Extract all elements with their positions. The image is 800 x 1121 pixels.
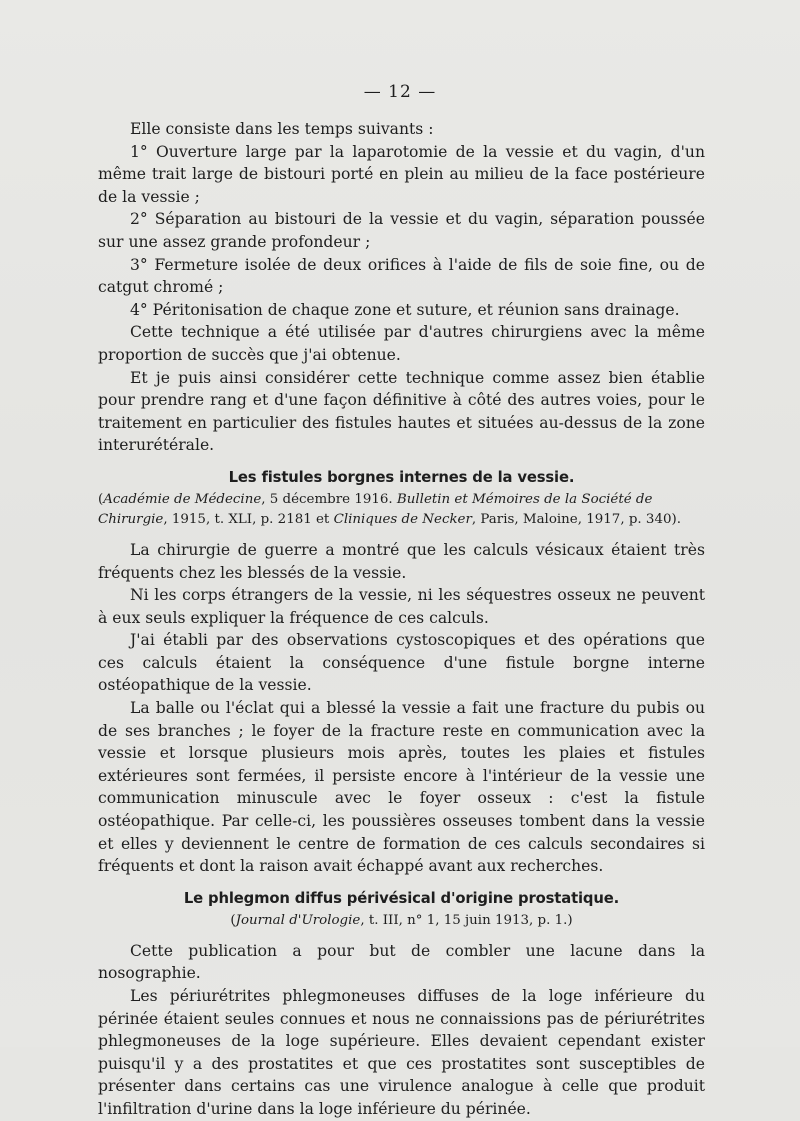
intro-lead: Elle consiste dans les temps suivants : [130, 120, 434, 138]
ref-open: ( [98, 491, 104, 507]
step-1: 1° Ouverture large par la laparotomie de la vessie et du vagin, d'un même trait large de bistouri porté en plein au milieu de la face postérieure de la vessie ; [98, 142, 705, 206]
section-fistules-borgnes [98, 467, 705, 530]
ref-source-cliniques: Cliniques de Necker [333, 511, 472, 527]
section-reference [98, 911, 705, 931]
ref-volume: , 1915, t. XLI, p. 2181 et [163, 511, 334, 527]
paragraph-publication-purpose: Cette publication a pour but de combler une lacune dans la nosographie. [98, 941, 705, 983]
page-body [98, 118, 705, 1121]
ref-source-bulletin: Bulletin et Mémoires de la Société de Chirurgie [98, 491, 653, 527]
section-phlegmon-diffus [98, 888, 705, 931]
ref-source-academie: Académie de Médecine [103, 491, 262, 507]
section-title: Le phlegmon diffus périvésical d'origine prostatique. [183, 889, 620, 907]
ref-date: , 5 décembre 1916. [261, 491, 397, 507]
ref-source-journal: Journal d'Urologie [235, 912, 361, 928]
page-number: — 12 — [363, 82, 437, 102]
section-reference [98, 490, 705, 530]
paragraph-fistule-osteopathique: La balle ou l'éclat qui a blessé la vessie a fait une fracture du pubis ou de ses branches ; le foyer de la fracture reste en communication avec la vessie et lorsque plusieurs mois après, toutes les plaies et fistules extérieures sont fermées, il persiste encore à l'intérieur de la vessie une communication minuscule avec le foyer osseux : c'est la fistule ostéopathique. Par celle-ci, les poussières osseuses tombent dans la vessie et elles y deviennent le centre de formation de ces calculs secondaires si fréquents et dont la raison avait échappé avant aux recherches. [98, 699, 705, 876]
ref-details: , t. III, n° 1, 15 juin 1913, p. 1.) [360, 912, 573, 928]
section-title: Les fistules borgnes internes de la vessie. [228, 468, 575, 486]
paragraph-observations: J'ai établi par des observations cystoscopiques et des opérations que ces calculs étaient la conséquence d'une fistule borgne interne ostéopathique de la vessie. [98, 631, 705, 695]
ref-publisher: , Paris, Maloine, 1917, p. 340). [471, 511, 681, 527]
paragraph-corps-etrangers: Ni les corps étrangers de la vessie, ni les séquestres osseux ne peuvent à eux seuls expliquer la fréquence de ces calculs. [98, 586, 705, 627]
step-3: 3° Fermeture isolée de deux orifices à l'aide de fils de soie fine, ou de catgut chromé ; [98, 255, 705, 297]
step-2: 2° Séparation au bistouri de la vessie et du vagin, séparation poussée sur une assez grande profondeur ; [98, 210, 705, 251]
paragraph-technique-established: Et je puis ainsi considérer cette technique comme assez bien établie pour prendre rang et d'une façon définitive à côté des autres voies, pour le traitement en particulier des fistules hautes et situées au-dessus de la zone interurétérale. [98, 368, 705, 455]
paragraph-calculs-frequents: La chirurgie de guerre a montré que les calculs vésicaux étaient très fréquents chez les blessés de la vessie. [98, 540, 705, 582]
ref-open: ( [230, 912, 236, 928]
paragraph-periuretrites: Les périurétrites phlegmoneuses diffuses de la loge inférieure du périnée étaient seules connues et nous ne connaissions pas de périurétrites phlegmoneuses de la loge supérieure. Elles devaient cependant exister puisqu'il y a des prostatites et que ces prostatites sont susceptibles de présenter dans certains cas une virulence analogue à celle que produit l'infiltration d'urine dans la loge inférieure du périnée. [98, 987, 705, 1118]
paragraph-technique-success: Cette technique a été utilisée par d'autres chirurgiens avec la même proportion de succès que j'ai obtenue. [98, 323, 705, 364]
step-4: 4° Péritonisation de chaque zone et suture, et réunion sans drainage. [130, 300, 680, 319]
